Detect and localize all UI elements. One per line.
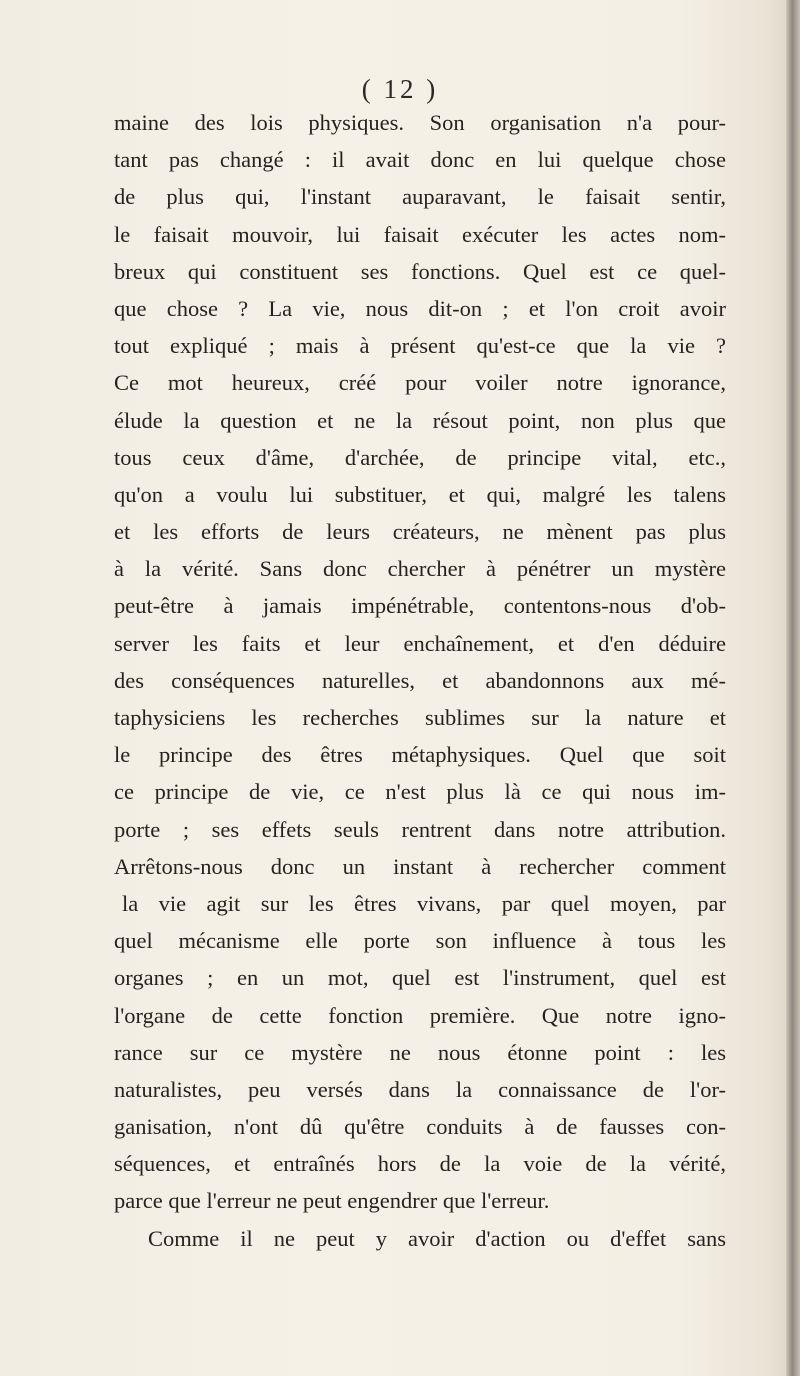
text-line: Comme il ne peut y avoir d'action ou d'effet sans [148,1225,726,1251]
text-line: organes ; en un mot, quel est l'instrument, quel est [114,965,726,991]
text-line: le principe des êtres métaphysiques. Quel que soit [114,742,726,768]
text-line: Ce mot heureux, créé pour voiler notre ignorance, [114,370,726,396]
text-line: Arrêtons-nous donc un instant à rechercher comment [114,853,726,879]
text-line: de plus qui, l'instant auparavant, le faisait sentir, [114,184,726,210]
text-line: peut-être à jamais impénétrable, contentons-nous d'ob- [114,593,726,619]
text-line: séquences, et entraînés hors de la voie de la vérité, [114,1151,726,1177]
text-line: breux qui constituent ses fonctions. Quel est ce quel- [114,258,726,284]
text-line: porte ; ses effets seuls rentrent dans notre attribution. [114,816,726,842]
text-line: rance sur ce mystère ne nous étonne point : les [114,1039,726,1065]
text-line: maine des lois physiques. Son organisation n'a pour- [114,110,726,135]
text-line: qu'on a voulu lui substituer, et qui, malgré les talens [114,481,726,507]
text-line: parce que l'erreur ne peut engendrer que l'erreur. [114,1188,550,1214]
body-text [114,104,726,1257]
text-line: tant pas changé : il avait donc en lui quelque chose [114,147,726,173]
text-line: quel mécanisme elle porte son influence à tous les [114,928,726,954]
text-line: server les faits et leur enchaînement, et d'en déduire [114,630,726,656]
text-line: élude la question et ne la résout point, non plus que [114,407,726,433]
text-line: ce principe de vie, ce n'est plus là ce qui nous im- [114,779,726,805]
text-line: la vie agit sur les êtres vivans, par quel moyen, par [122,890,726,916]
page-edge-shadow [786,0,800,1376]
text-line: et les efforts de leurs créateurs, ne mènent pas plus [114,519,726,545]
text-line: l'organe de cette fonction première. Que notre igno- [114,1002,726,1028]
text-line: des conséquences naturelles, et abandonnons aux mé- [114,667,726,693]
page-number: ( 12 ) [361,74,439,104]
text-line: tout expliqué ; mais à présent qu'est-ce que la vie ? [114,333,726,359]
text-line: ganisation, n'ont dû qu'être conduits à de fausses con- [114,1114,726,1140]
text-line: tous ceux d'âme, d'archée, de principe vital, etc., [114,444,726,470]
text-line: que chose ? La vie, nous dit-on ; et l'on croit avoir [114,295,726,321]
text-line: le faisait mouvoir, lui faisait exécuter les actes nom- [114,221,726,247]
text-line: à la vérité. Sans donc chercher à pénétrer un mystère [114,556,726,582]
text-line: taphysiciens les recherches sublimes sur la nature et [114,705,726,730]
text-line: naturalistes, peu versés dans la connaissance de l'or- [114,1076,726,1102]
